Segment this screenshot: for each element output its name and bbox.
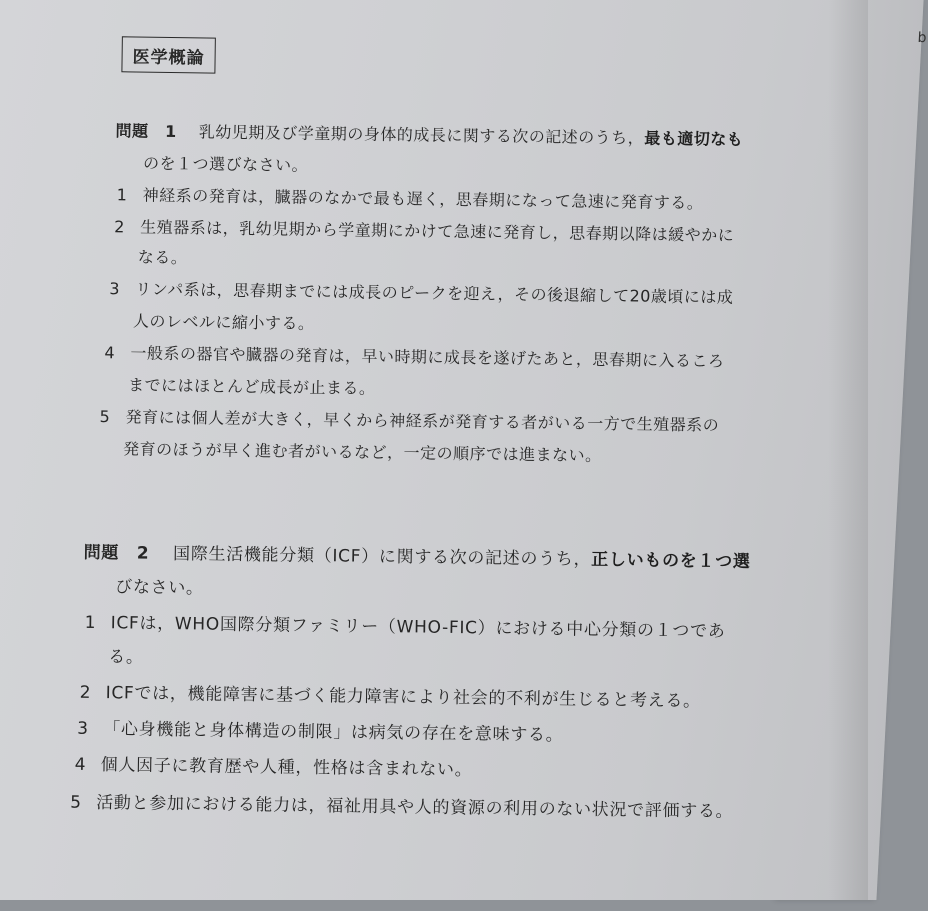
q1-option-text: 一般系の器官や臓器の発育は，早い時期に成長を遂げたあと，思春期に入るころ [130, 343, 725, 371]
q1-stem-emphasis: 最も適切なも [644, 128, 744, 149]
q2-option-4 [75, 750, 473, 781]
q2-stem-text: 国際生活機能分類（ICF）に関する次の記述のうち， [172, 544, 592, 570]
q2-option-5 [70, 788, 733, 822]
q1-option-3 [109, 276, 733, 308]
q2-option-number: 1 [84, 612, 97, 633]
q1-option-5-continued: 発育のほうが早く進む者がいるなど，一定の順序では進まない。 [122, 439, 602, 466]
next-page-text-fragment: b [917, 30, 927, 46]
q2-option-number: 4 [74, 754, 87, 775]
q2-option-2 [80, 678, 701, 712]
q1-option-number: 1 [116, 185, 128, 205]
q2-option-number: 5 [70, 792, 82, 813]
q2-option-text: ICFでは，機能障害に基づく能力障害により社会的不利が生じると考える。 [105, 683, 701, 712]
q1-stem-text: 乳幼児期及び学童期の身体的成長に関する次の記述のうち， [198, 122, 645, 148]
q1-stem-continued: のを１つ選びなさい。 [142, 153, 309, 175]
q1-option-2 [114, 214, 734, 246]
q1-option-5 [99, 404, 719, 436]
q2-option-text: 「心身機能と身体構造の制限」は病気の存在を意味する。 [103, 719, 564, 746]
q2-option-3 [77, 714, 564, 746]
q2-option-number: 3 [77, 718, 89, 739]
q2-stem-emphasis: 正しいものを１つ選 [591, 549, 751, 573]
q1-option-1 [117, 182, 704, 213]
q1-label: 問題 1 [115, 121, 177, 142]
q1-option-number: 5 [99, 407, 111, 427]
q1-option-text: リンパ系は，思春期までには成長のピークを迎え，その後退縮して20歳頃には成 [135, 279, 734, 307]
q1-option-text: 生殖器系は，乳幼児期から学童期にかけて急速に発育し，思春期以降は緩やかに [140, 217, 735, 245]
q1-option-number: 2 [114, 217, 126, 237]
q2-stem-continued: びなさい。 [115, 577, 204, 599]
q2-option-number: 2 [79, 682, 92, 703]
q2-stem [84, 538, 751, 572]
q2-option-text: 活動と参加における能力は，福祉用具や人的資源の利用のない状況で評価する。 [96, 793, 734, 822]
q1-option-4-continued: までにはほとんど成長が止まる。 [127, 375, 376, 398]
q1-stem [115, 118, 743, 150]
q2-option-1 [85, 608, 726, 642]
q2-option-text: ICFは，WHO国際分類ファミリー（WHO-FIC）における中心分類の１つであ [110, 613, 726, 642]
q2-option-text: 個人因子に教育歴や人種，性格は含まれない。 [100, 755, 473, 781]
q1-option-text: 神経系の発育は，臓器のなかで最も遅く，思春期になって急速に発育する。 [142, 185, 704, 213]
subject-title: 医学概論 [121, 36, 215, 73]
q2-label: 問題 2 [83, 542, 150, 564]
q1-option-2-continued: なる。 [137, 247, 188, 268]
q1-option-number: 3 [109, 279, 121, 299]
q2-option-1-continued: る。 [108, 647, 144, 668]
q1-option-4 [104, 340, 724, 372]
q1-option-number: 4 [104, 343, 116, 363]
q1-option-text: 発育には個人差が大きく，早くから神経系が発育する者がいる一方で生殖器系の [125, 407, 720, 435]
q1-option-3-continued: 人のレベルに縮小する。 [132, 311, 315, 334]
